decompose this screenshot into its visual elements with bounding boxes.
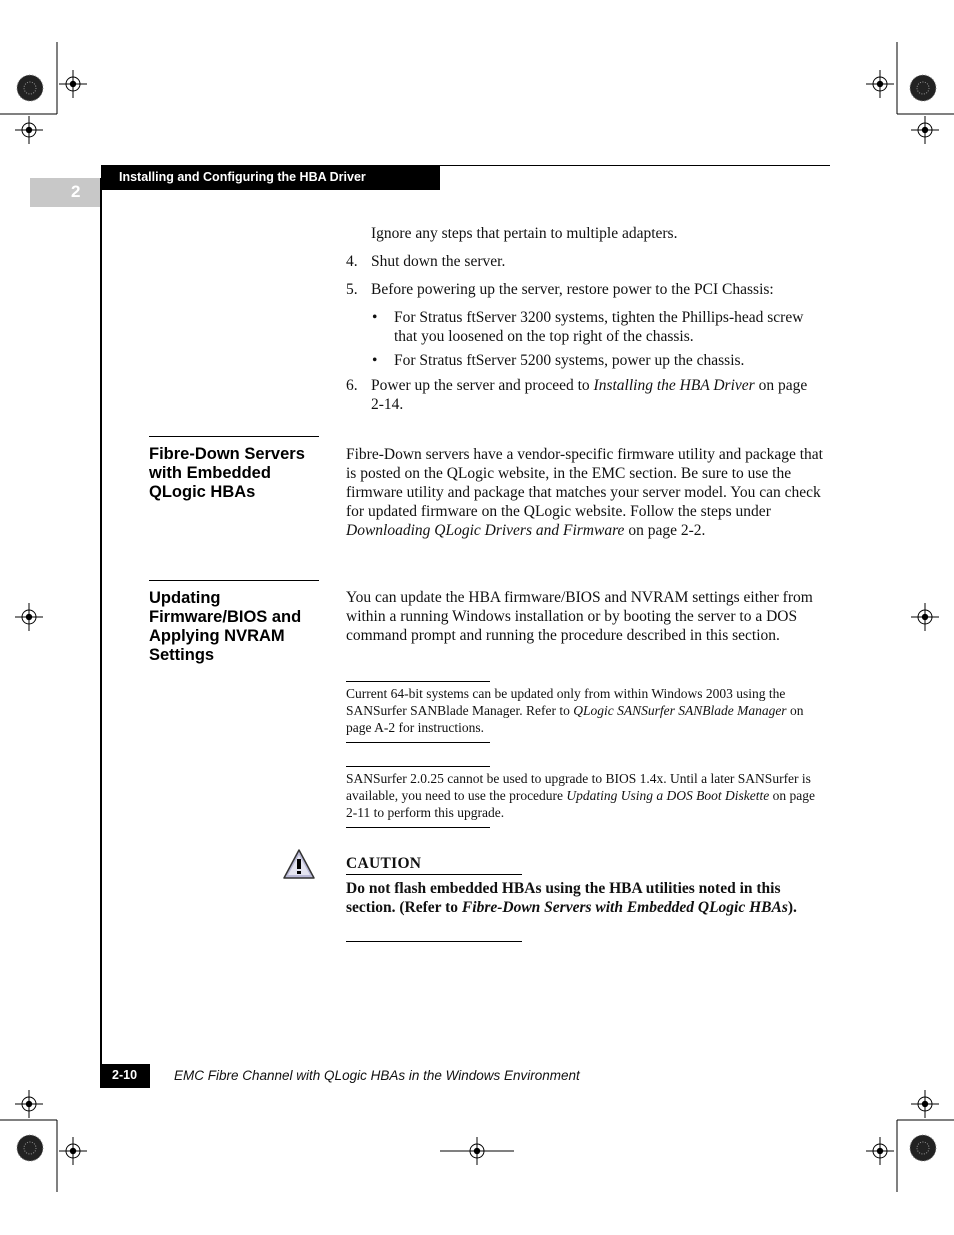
bullet-dot: • bbox=[372, 352, 378, 369]
footer-book-title: EMC Fibre Channel with QLogic HBAs in the Windows Environment bbox=[174, 1068, 580, 1083]
step-continuation: Ignore any steps that pertain to multiple adapters. bbox=[371, 225, 678, 242]
step-6-text: Power up the server and proceed to Installing the HBA Driver on page 2-14. bbox=[371, 377, 808, 413]
bullet-dot: • bbox=[372, 309, 378, 326]
note-sansurfer-bios: SANSurfer 2.0.25 cannot be used to upgrade to BIOS 1.4x. Until a later SANSurfer is available, you need to use the procedure Updating Using a DOS Boot Diskette on page 2-11 to perform this upgrade. bbox=[346, 771, 816, 820]
caution-title: CAUTION bbox=[346, 855, 422, 872]
caution-text: Do not flash embedded HBAs using the HBA utilities noted in this section. (Refer to Fibre-Down Servers with Embedded QLogic HBAs). bbox=[346, 880, 797, 916]
section-heading-updating-firmware: Updating Firmware/BIOS and Applying NVRAM Settings bbox=[149, 589, 302, 664]
cross-reference-link[interactable]: QLogic SANSurfer SANBlade Manager bbox=[573, 703, 787, 718]
section-heading-fibre-down: Fibre-Down Servers with Embedded QLogic HBAs bbox=[149, 445, 305, 501]
bullet-ftserver-5200: For Stratus ftServer 5200 systems, power up the chassis. bbox=[394, 352, 745, 369]
caution-bottom-rule bbox=[346, 941, 522, 942]
step-4-number: 4. bbox=[346, 253, 358, 270]
section-body-fibre-down: Fibre-Down servers have a vendor-specific firmware utility and package that is posted on the QLogic website, in the EMC section. Be sure to use the firmware utility and package that matches your server model. You can check for updated firmware on the QLogic website. Follow the steps under Downloading QLogic Drivers and Firmware on page 2-2. bbox=[346, 446, 823, 539]
section-rule bbox=[149, 580, 319, 581]
cross-reference-link[interactable]: Downloading QLogic Drivers and Firmware bbox=[346, 522, 625, 539]
note-bottom-rule bbox=[346, 827, 490, 828]
note-bottom-rule bbox=[346, 742, 490, 743]
caution-warning-icon bbox=[282, 848, 316, 880]
note-64bit-systems: Current 64-bit systems can be updated only from within Windows 2003 using the SANSurfer SANBlade Manager. Refer to QLogic SANSurfer SANBlade Manager on page A-2 for instructions. bbox=[346, 686, 804, 735]
caution-top-rule bbox=[346, 874, 522, 875]
step-5-text: Before powering up the server, restore power to the PCI Chassis: bbox=[371, 281, 774, 298]
section-body-updating-firmware: You can update the HBA firmware/BIOS and NVRAM settings either from within a running Windows installation or by booting the server to a DOS command prompt and running the procedure described in this section. bbox=[346, 589, 813, 644]
footer-page-number: 2-10 bbox=[112, 1068, 138, 1082]
bullet-ftserver-3200: For Stratus ftServer 3200 systems, tighten the Phillips-head screw that you loosened on the top right of the chassis. bbox=[394, 309, 804, 345]
cross-reference-link[interactable]: Installing the HBA Driver bbox=[593, 377, 755, 394]
step-5-number: 5. bbox=[346, 281, 358, 298]
cross-reference-link[interactable]: Fibre-Down Servers with Embedded QLogic HBAs bbox=[461, 899, 788, 916]
note-top-rule bbox=[346, 681, 490, 682]
left-margin-rule bbox=[100, 178, 102, 1088]
chapter-number: 2 bbox=[71, 182, 81, 201]
chapter-tab bbox=[30, 178, 101, 207]
step-6-number: 6. bbox=[346, 377, 358, 394]
note-top-rule bbox=[346, 766, 490, 767]
header-title: Installing and Configuring the HBA Driver bbox=[119, 170, 366, 184]
cross-reference-link[interactable]: Updating Using a DOS Boot Diskette bbox=[566, 788, 770, 803]
section-rule bbox=[149, 436, 319, 437]
step-4-text: Shut down the server. bbox=[371, 253, 506, 270]
